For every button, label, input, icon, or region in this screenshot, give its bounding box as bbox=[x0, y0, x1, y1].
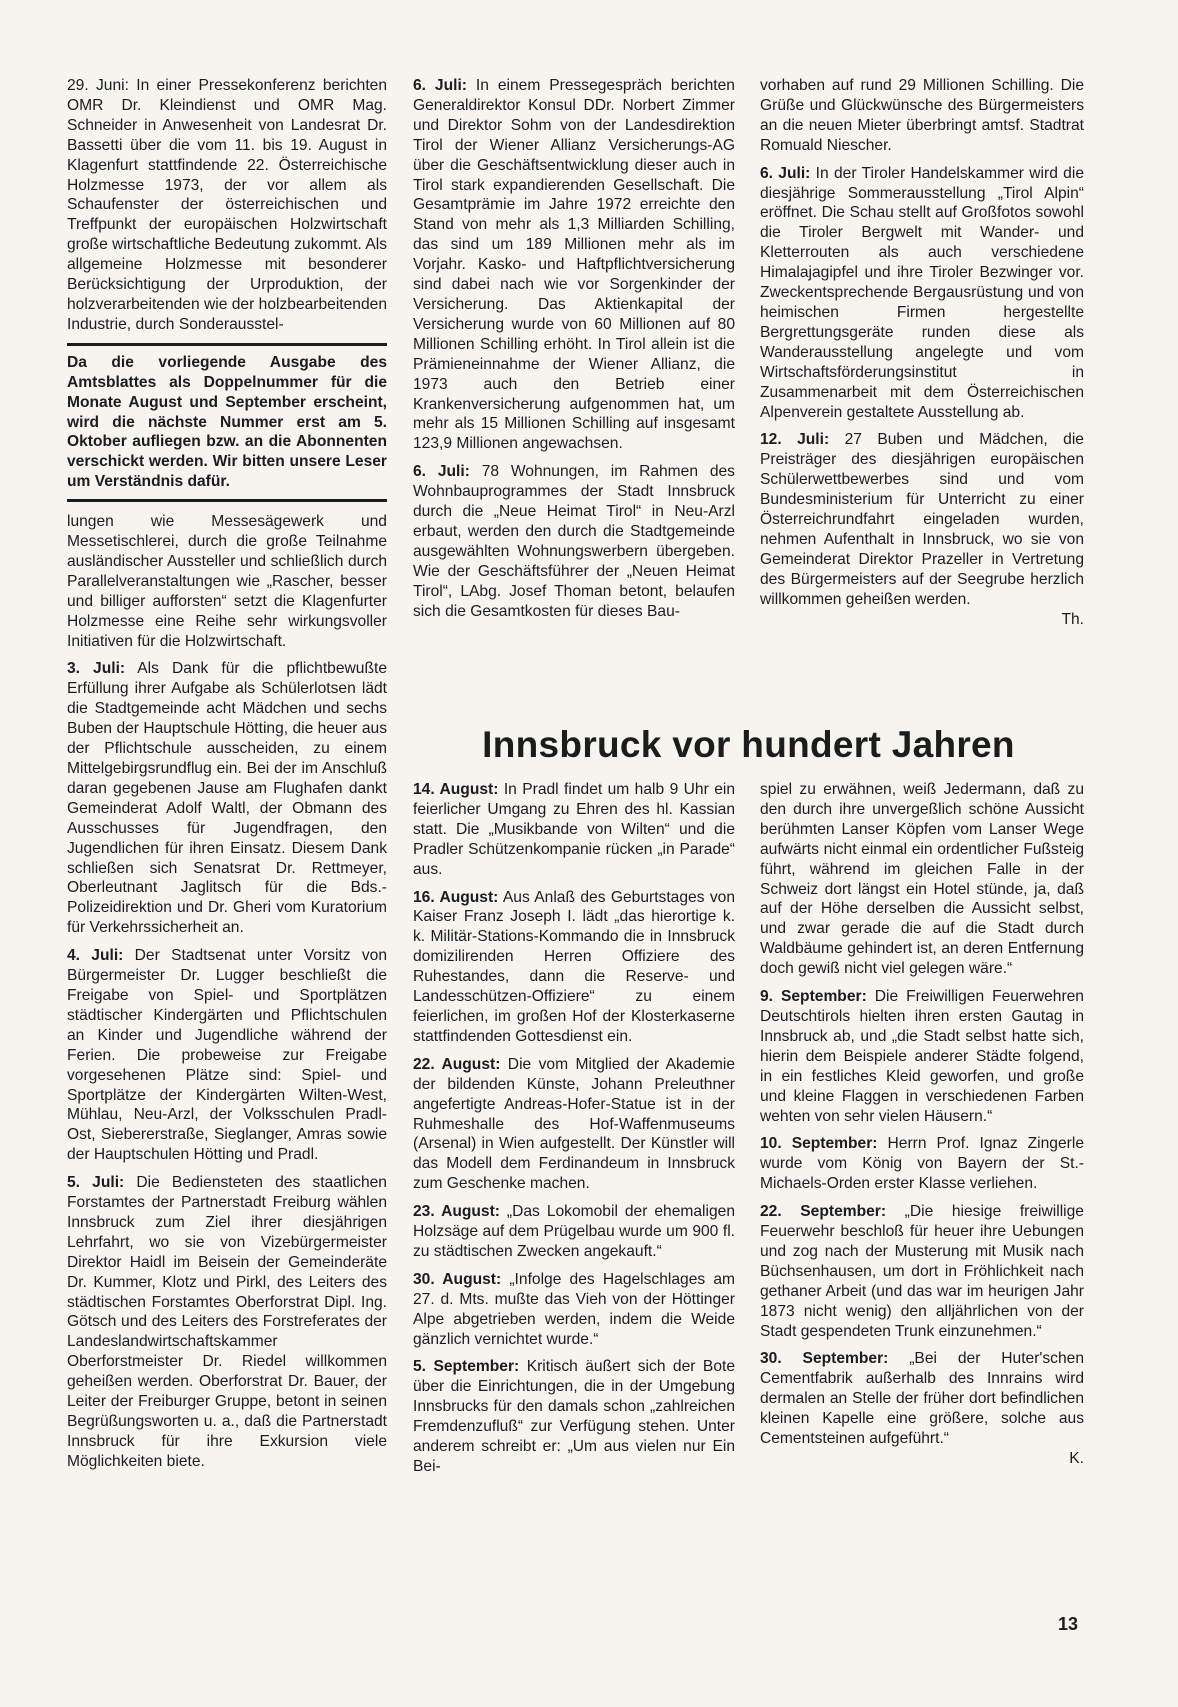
history-entry bbox=[760, 1134, 1084, 1194]
entry-text: Herrn Prof. Ignaz Zingerle wurde vom König von Bayern der St.-Michaels-Orden erster Klasse verliehen. bbox=[760, 1135, 1084, 1193]
entry-date: 9. September: bbox=[760, 988, 867, 1006]
entry-text: „Die hiesige freiwillige Feuerwehr beschloß für heuer ihre Uebungen und zog nach der Musterung mit Musik nach Büchsenhausen, um dort in Fröhlichkeit nach gethaner Arbeit (und das war im heurigen Jahr 1873 nicht wenig) den alljährlichen von der Stadt gespendeten Trunk einzunehmen.“ bbox=[760, 1203, 1084, 1340]
entry-text: Die vom Mitglied der Akademie der bildenden Künste, Johann Preleuthner angefertigte Andreas-Hofer-Statue ist in der Ruhmeshalle des Hof-Waffenmuseums (Arsenal) in Wien aufgestellt. Der Künstler will das Modell dem Ferdinandeum in Innsbruck zum Geschenke machen. bbox=[413, 1055, 736, 1193]
entry-12-juli bbox=[760, 430, 1084, 629]
entry-date: 16. August: bbox=[413, 888, 499, 906]
entry-date: 30. August: bbox=[413, 1270, 502, 1288]
entry-text: Aus Anlaß des Geburtstages von Kaiser Franz Joseph I. lädt „das hierortige k. k. Militär-Stations-Kommando die in Innsbruck domizilirenden Herren Offiziere des Ruhestandes, dann die Reserve- und Landesschützen-Offiziere“ zu einem feierlichen, im großen Hof der Klosterkaserne stattfindenden Gottesdienst ein. bbox=[413, 888, 736, 1045]
entry-text: „Bei der Huter'schen Cementfabrik außerhalb des Innrains wird dermalen an Stelle der früher dort befindlichen kleinen Kapelle eine größere, solche aus Cementsteinen aufgeführt.“ bbox=[760, 1350, 1084, 1448]
entry-3-juli bbox=[67, 659, 387, 938]
history-entry bbox=[413, 1202, 735, 1262]
history-entry bbox=[760, 987, 1084, 1126]
entry-date: 12. Juli: bbox=[760, 431, 830, 449]
entry-date: 10. September: bbox=[760, 1135, 878, 1153]
entry-text: Als Dank für die pflichtbewußte Erfüllung ihrer Aufgabe als Schülerlotsen lädt die Stadtgemeinde acht Mädchen und sechs Buben der Hauptschule Hötting, die heuer aus der Pflichtschule ausscheiden, zu einem Mittelgebirgsrundflug ein. Bei der im Anschluß daran gegebenen Jause am Flughafen dankt Gemeinderat Adolf Waltl, der Obmann des Ausschusses für Jugendfragen, den Jugendlichen für ihren Einsatz. Diesem Dank schließen sich Senatsrat Dr. Rettmeyer, Oberleutnant Jaglitsch für die Bds.-Polizeidirektion und Dr. Gheri vom Kuratorium für Verkehrssicherheit an. bbox=[67, 660, 387, 937]
entry-5-juli bbox=[67, 1173, 387, 1472]
entry-text: 29. Juni: In einer Pressekonferenz berichten OMR Dr. Kleindienst und OMR Mag. Schneider in Anwesenheit von Landesrat Dr. Bassetti über die vom 11. bis 19. August in Klagenfurt stattfindende 22. Österreichische Holzmesse 1973, der vor allem als Schaufenster der österreichischen und Treffpunkt der europäischen Holzwirtschaft große wirtschaftliche Bedeutung zukommt. Als allgemeine Holzmesse mit besonderer Berücksichtigung der Urproduktion, der holzverarbeitenden wie der holzbearbeitenden Industrie, durch Sonderausstel- bbox=[67, 77, 387, 333]
entry-4-juli bbox=[67, 946, 387, 1165]
entry-text: In einem Pressegespräch berichten Generaldirektor Konsul DDr. Norbert Zimmer und Direktor Sohm von der Landesdirektion Tirol der Wiener Allianz Versicherungs-AG über die Geschäftsentwicklung dieser auch in Tirol stark expandierenden Gesellschaft. Die Gesamtprämie im Jahre 1972 erreichte den Stand von mehr als 1,3 Milliarden Schilling, das sind um 189 Millionen mehr als im Vorjahr. Kasko- und Haftpflichtversicherung sind dabei nach wie vor Sorgenkinder der Versicherung. Das Aktienkapital der Versicherung wurde von 60 Millionen auf 80 Millionen Schilling erhöht. In Tirol allein ist die Prämieneinnahme der Wiener Allianz, die 1973 auch den Betrieb einer Krankenversicherung aufgenommen hat, um mehr als 15 Millionen Schilling auf insgesamt 123,9 Millionen angewachsen. bbox=[413, 77, 735, 453]
history-entry bbox=[413, 888, 735, 1047]
entry-date: 5. September: bbox=[413, 1358, 520, 1376]
entry-text: Kritisch äußert sich der Bote über die Einrichtungen, die in der Umgebung Innsbrucks für den damals schon „zahlreichen Fremdenzufluß“ zur Verfügung stehen. Unter anderem schreibt er: „Um aus vielen nur Ein Bei- bbox=[413, 1358, 735, 1475]
history-entry bbox=[413, 1055, 735, 1194]
history-entry bbox=[413, 1357, 735, 1476]
history-entry bbox=[760, 1349, 1084, 1468]
section-headline: Innsbruck vor hundert Jahren bbox=[482, 724, 1015, 765]
entry-text: „Infolge des Hagelschlages am 27. d. Mts. mußte das Vieh von der Höttinger Alpe abgetrieben werden, indem die Weide gänzlich vernichtet wurde.“ bbox=[413, 1270, 736, 1348]
entry-6-juli-wohnungen bbox=[413, 462, 735, 621]
history-entry-continued: spiel zu erwähnen, weiß Jedermann, daß zu den durch ihre unvergeßlich schöne Aussicht berühmten Lanser Köpfen vom Lanser Wege aufwärts nicht einmal ein ordentlicher Fußsteig führt, während im gleichen Falle in der Schweiz dort längst ein Hotel stünde, ja, daß auf der Höhe derselben die Aussicht selbst, und zwar gerade die auf die Stadt durch Waldbäume gehindert ist, an deren Entfernung doch gewiß nicht viel gelegen wäre.“ bbox=[760, 781, 1084, 978]
entry-6-juli-wohnungen-continued: vorhaben auf rund 29 Millionen Schilling. Die Grüße und Glückwünsche des Bürgermeisters an die neuen Mieter überbringt amtsf. Stadtrat Romuald Niescher. bbox=[760, 77, 1084, 154]
page-number: 13 bbox=[1058, 1614, 1079, 1634]
entry-text: „Das Lokomobil der ehemaligen Holzsäge auf dem Prügelbau wurde um 900 fl. zu städtischen Zwecken angekauft.“ bbox=[413, 1203, 736, 1260]
entry-date: 22. August: bbox=[413, 1055, 501, 1073]
history-entry bbox=[413, 1270, 735, 1350]
entry-date: 23. August: bbox=[413, 1203, 500, 1221]
entry-date: 22. September: bbox=[760, 1203, 887, 1221]
author-signature: K. bbox=[1069, 1450, 1084, 1467]
column-2 bbox=[413, 76, 735, 629]
entry-date: 6. Juli: bbox=[760, 164, 811, 182]
entry-text: 78 Wohnungen, im Rahmen des Wohnbauprogrammes der Stadt Innsbruck durch die „Neue Heimat Tirol“ in Neu-Arzl erbaut, werden den durch die Stadtgemeinde ausgewählten Wohnungswerbern übergeben. Wie der Geschäftsführer der „Neuen Heimat Tirol“, LAbg. Josef Thoman betont, belaufen sich die Gesamtkosten für dieses Bau- bbox=[413, 463, 735, 620]
entry-text: 27 Buben und Mädchen, die Preisträger des diesjährigen europäischen Schülerwettbewerbes sind und vom Bundesministerium für Unterricht zu einer Österreichrundfahrt eingeladen wurden, nehmen Aufenthalt in Innsbruck, wo sie von Gemeinderat Direktor Prazeller in Vertretung des Bürgermeisters auf der Seegrube herzlich willkommen geheißen werden. bbox=[760, 431, 1084, 608]
entry-29-juni bbox=[67, 76, 387, 335]
entry-date: 3. Juli: bbox=[67, 660, 126, 678]
entry-29-juni-continued: lungen wie Messesägewerk und Messetischlerei, durch die große Teilnahme ausländischer Aussteller und schließlich durch Parallelveranstaltungen wie „Rascher, besser und billiger aufforsten“ setzt die Klagenfurter Holzmesse eine Reihe sehr wirkungsvoller Initiativen für die Holzwirtschaft. bbox=[67, 513, 387, 650]
entry-text: In der Tiroler Handelskammer wird die diesjährige Sommerausstellung „Tirol Alpin“ eröffnet. Die Schau stellt auf Großfotos sowohl die Tiroler Bergwelt mit Wander- und Kletterrouten als auch verschiedene Himalajagipfel und ihre Tiroler Bezwinger vor. Zweckentsprechende Bergausrüstung und von heimischen Firmen hergestellte Bergrettungsgeräte runden diese als Wanderausstellung angelegte und vom Wirtschaftsförderungsinstitut in Zusammenarbeit mit dem Österreichischen Alpenverein gestaltete Ausstellung ab. bbox=[760, 164, 1084, 421]
entry-date: 6. Juli: bbox=[413, 463, 470, 481]
entry-date: 4. Juli: bbox=[67, 947, 124, 965]
entry-6-juli-allianz bbox=[413, 76, 735, 454]
entry-date: 5. Juli: bbox=[67, 1174, 125, 1192]
history-entry bbox=[760, 1202, 1084, 1341]
column-1 bbox=[67, 76, 387, 1480]
notice-box: Da die vorliegende Ausgabe des Amtsblattes als Doppelnummer für die Monate August und September erscheint, wird die nächste Nummer erst am 5. Oktober aufliegen bzw. an die Abonnenten verschickt werden. Wir bitten unsere Leser um Verständnis dafür. bbox=[67, 343, 387, 502]
entry-text: In Pradl findet um halb 9 Uhr ein feierlicher Umgang zu Ehren des hl. Kassian statt. Die „Musikbande von Wilten“ und die Pradler Schützenkompanie rücken „in Parade“ aus. bbox=[413, 781, 735, 878]
entry-date: 30. September: bbox=[760, 1350, 889, 1368]
author-signature: Th. bbox=[1061, 610, 1084, 628]
entry-text: Die Bediensteten des staatlichen Forstamtes der Partnerstadt Freiburg wählen Innsbruck zum Ziel ihrer diesjährigen Lehrfahrt, wo sie von Vizebürgermeister Direktor Haidl im Beisein der Gemeinderäte Dr. Kummer, Klotz und Pirkl, des Leiters des städtischen Forstamtes Oberforstrat Dipl. Ing. Götsch und des Leiters des Forstreferates der Landeslandwirtschaftskammer Oberforstmeister Dr. Riedel willkommen geheißen werden. Oberforstrat Dr. Bauer, der Leiter der Freiburger Gruppe, betont in seinen Begrüßungsworten u. a., daß die Partnerstadt Innsbruck für ihre Exkursion viele Möglichkeiten biete. bbox=[67, 1174, 387, 1470]
entry-text: Der Stadtsenat unter Vorsitz von Bürgermeister Dr. Lugger beschließt die Freigabe von Spiel- und Sportplätzen städtischer Kindergärten und Pflichtschulen an Kinder und Jugendliche während der Ferien. Die probeweise zur Freigabe vorgesehenen Plätze sind: Spiel- und Sportplätze der Kindergärten Wilten-West, Mühlau, Neu-Arzl, der Volksschulen Pradl-Ost, Siebererstraße, Sieglanger, Amras sowie der Hauptschulen Hötting und Pradl. bbox=[67, 947, 387, 1164]
history-column-right bbox=[760, 780, 1084, 1477]
entry-date: 6. Juli: bbox=[413, 77, 467, 94]
entry-6-juli-tirol-alpin bbox=[760, 164, 1084, 423]
history-column-left bbox=[413, 780, 735, 1485]
entry-date: 14. August: bbox=[413, 781, 499, 798]
entry-text: Die Freiwilligen Feuerwehren Deutschtirols hielten ihren ersten Gautag in Innsbruck ab, und „die Stadt selbst hatte sich, hierin dem Beispiele anderer Städte folgend, in ein festliches Kleid geworfen, und große und kleine Flaggen in verschiedenen Farben wehten von sehr vielen Häusern.“ bbox=[760, 988, 1084, 1125]
history-entry bbox=[413, 780, 735, 880]
column-3 bbox=[760, 76, 1084, 637]
